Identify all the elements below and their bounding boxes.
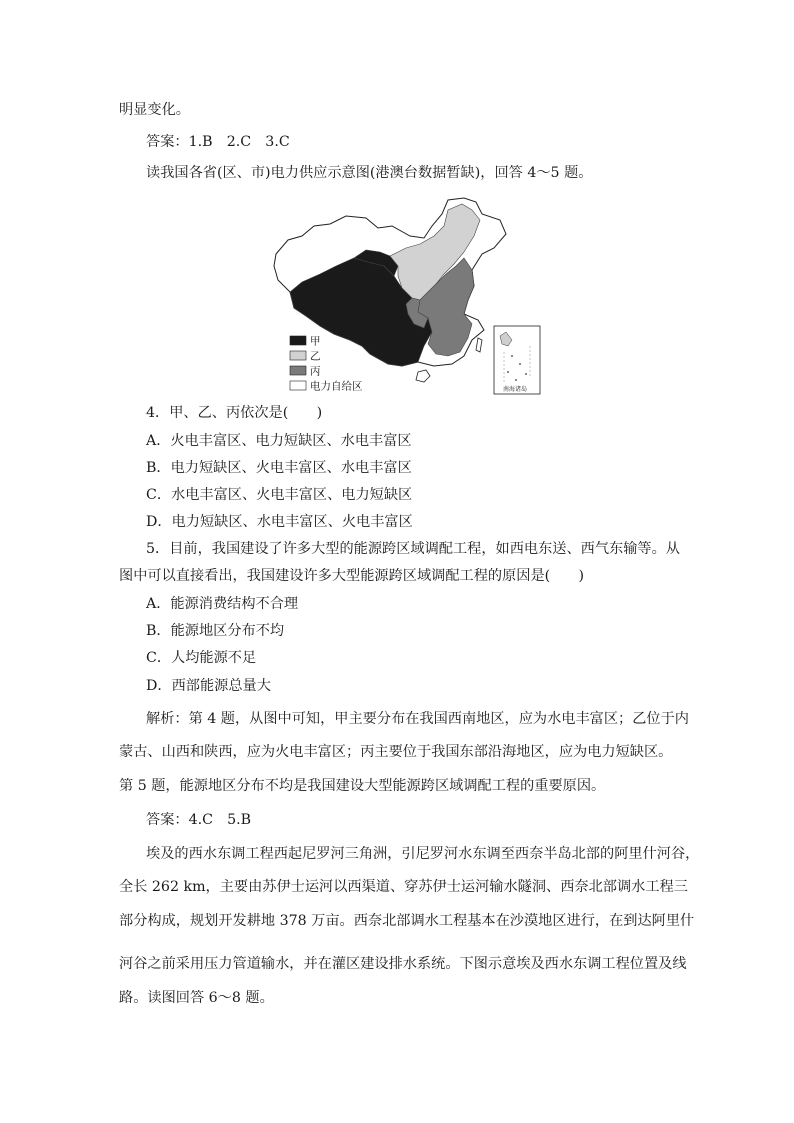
paragraph-line-3: 部分构成，规划开发耕地 378 万亩。西奈北部调水工程基本在沙漠地区进行，在到达阿里什 — [119, 913, 695, 929]
question-5-option-c: C．人均能源不足 — [146, 650, 257, 666]
question-5-option-d: D．西部能源总量大 — [146, 678, 271, 694]
question-5-line-1: 5．目前，我国建设了许多大型的能源跨区域调配工程，如西电东送、西气东输等。从 — [146, 541, 680, 557]
explanation-line-2: 蒙古、山西和陕西，应为火电丰富区；丙主要位于我国东部沿海地区，应为电力短缺区。 — [119, 744, 673, 760]
inset-label: 南海诸岛 — [502, 386, 528, 393]
legend-label-bing: 丙 — [310, 365, 321, 378]
question-4-option-d: D．电力短缺区、水电丰富区、火电丰富区 — [146, 514, 413, 530]
map-legend — [290, 336, 363, 393]
legend-label-self-sufficient: 电力自给区 — [310, 380, 363, 393]
text-line: 明显变化。 — [119, 102, 190, 118]
explanation-line-3: 第 5 题，能源地区分布不均是我国建设大型能源跨区域调配工程的重要原因。 — [119, 778, 606, 794]
question-4-option-b: B．电力短缺区、火电丰富区、水电丰富区 — [146, 460, 412, 476]
answer-line: 答案：1.B 2.C 3.C — [146, 134, 290, 150]
legend-label-yi: 乙 — [310, 350, 321, 363]
question-5-option-b: B．能源地区分布不均 — [146, 623, 285, 639]
explanation-line-1: 解析：第 4 题，从图中可知，甲主要分布在我国西南地区，应为水电丰富区；乙位于内 — [146, 711, 689, 727]
instruction-line: 读我国各省(区、市)电力供应示意图(港澳台数据暂缺)，回答 4～5 题。 — [146, 165, 593, 181]
question-4-option-c: C．水电丰富区、火电丰富区、电力短缺区 — [146, 487, 413, 503]
paragraph-line-1: 埃及的西水东调工程西起尼罗河三角洲，引尼罗河水东调至西奈半岛北部的阿里什河谷， — [146, 846, 700, 862]
taiwan-island — [476, 338, 482, 352]
question-4-option-a: A．火电丰富区、电力短缺区、水电丰富区 — [146, 433, 412, 449]
question-4: 4．甲、乙、丙依次是( ) — [146, 405, 323, 421]
hainan-island — [416, 370, 430, 382]
answer-line-2: 答案：4.C 5.B — [146, 812, 252, 828]
paragraph-line-4: 河谷之前采用压力管道输水，并在灌区建设排水系统。下图示意埃及西水东调工程位置及线 — [119, 956, 687, 972]
question-5-line-2: 图中可以直接看出，我国建设许多大型能源跨区域调配工程的原因是( ) — [119, 568, 585, 584]
paragraph-line-5: 路。读图回答 6～8 题。 — [119, 990, 274, 1006]
question-5-option-a: A．能源消费结构不合理 — [146, 596, 299, 612]
china-power-supply-map — [268, 196, 544, 400]
paragraph-line-2: 全长 262 km，主要由苏伊士运河以西渠道、穿苏伊士运河输水隧洞、西奈北部调水工程三 — [119, 879, 688, 895]
legend-label-jia: 甲 — [310, 335, 321, 348]
